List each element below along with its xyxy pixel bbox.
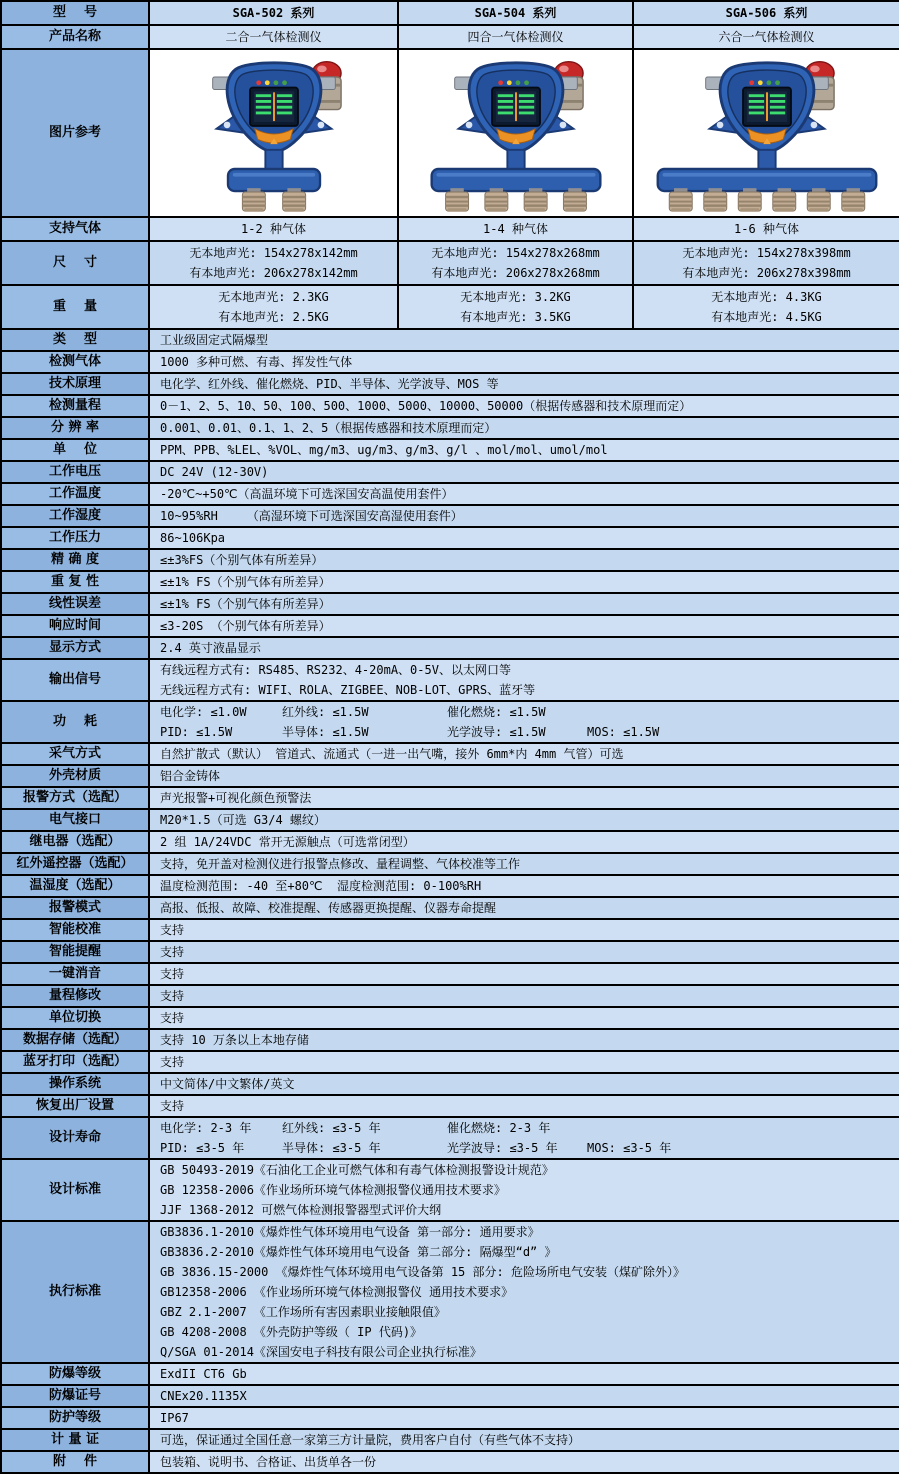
spec-value-cell: 支持 xyxy=(149,985,899,1007)
spec-row xyxy=(1,1407,899,1429)
row-label: 操作系统 xyxy=(1,1073,149,1095)
row-label: 防爆证号 xyxy=(1,1385,149,1407)
detector-image xyxy=(159,54,389,215)
spec-row xyxy=(1,483,899,505)
sensor-probe xyxy=(563,188,586,211)
sensor-probe xyxy=(772,188,795,211)
spec-value-cell: GB3836.1-2010《爆炸性气体环境用电气设备 第一部分: 通用要求》 GB3836.2-2010《爆炸性气体环境用电气设备 第二部分: 隔爆型“d” 》 GB 3836.15-2000 《爆炸性气体环境用电气设备第 15 部分: 危险场所电气安装（煤矿除外）》 GB12358-2006 《作业场所环境气体检测报警仪 通用技术要求》 GBZ 2.1-2007 《工作场所有害因素职业接触限值》 GB 4208-2008 《外壳防护等级（ IP 代码)》 Q/SGA 01-2014《深国安电子科技有限公司企业执行标准》 xyxy=(149,1221,899,1363)
row-label: 技术原理 xyxy=(1,373,149,395)
sensor-probe xyxy=(669,188,692,211)
spec-value-cell: ≤±1% FS（个别气体有所差异） xyxy=(149,571,899,593)
spec-row xyxy=(1,1159,899,1221)
row-label: 工作压力 xyxy=(1,527,149,549)
row-label: 单位切换 xyxy=(1,1007,149,1029)
sensor-probe xyxy=(242,188,265,211)
spec-value-cell: -20℃~+50℃（高温环境下可选深国安高温使用套件） xyxy=(149,483,899,505)
spec-value-cell: IP67 xyxy=(149,1407,899,1429)
row-label: 外壳材质 xyxy=(1,765,149,787)
stem xyxy=(758,149,775,170)
spec-value-cell: SGA-504 系列 xyxy=(398,1,633,25)
spec-value-cell: 无本地声光: 3.2KG 有本地声光: 3.5KG xyxy=(398,285,633,329)
row-label: 智能校准 xyxy=(1,919,149,941)
spec-row xyxy=(1,1029,899,1051)
row-label: 防爆等级 xyxy=(1,1363,149,1385)
row-label: 支持气体 xyxy=(1,217,149,241)
row-label: 重 复 性 xyxy=(1,571,149,593)
spec-row xyxy=(1,787,899,809)
row-label: 精 确 度 xyxy=(1,549,149,571)
spec-value-cell: DC 24V (12-30V) xyxy=(149,461,899,483)
spec-row xyxy=(1,897,899,919)
row-label: 显示方式 xyxy=(1,637,149,659)
spec-row xyxy=(1,985,899,1007)
spec-row xyxy=(1,875,899,897)
row-label: 智能提醒 xyxy=(1,941,149,963)
spec-row xyxy=(1,461,899,483)
stem xyxy=(265,149,282,170)
row-label: 类 型 xyxy=(1,329,149,351)
spec-value-cell: 支持 xyxy=(149,919,899,941)
led-red xyxy=(256,80,261,85)
spec-value-cell: ≤3-20S （个别气体有所差异） xyxy=(149,615,899,637)
row-label: 输出信号 xyxy=(1,659,149,701)
spec-row xyxy=(1,1051,899,1073)
spec-row xyxy=(1,373,899,395)
detector-image xyxy=(401,54,631,215)
product-image-cell xyxy=(633,49,899,217)
spec-value-cell: 声光报警+可视化颜色预警法 xyxy=(149,787,899,809)
row-label: 重 量 xyxy=(1,285,149,329)
spec-row xyxy=(1,1451,899,1473)
sensor-probe xyxy=(738,188,761,211)
spec-row xyxy=(1,241,899,285)
spec-row xyxy=(1,963,899,985)
spec-row xyxy=(1,1007,899,1029)
led-green2 xyxy=(775,80,780,85)
product-image-cell xyxy=(398,49,633,217)
spec-value-cell: SGA-502 系列 xyxy=(149,1,398,25)
spec-value-cell: 中文简体/中文繁体/英文 xyxy=(149,1073,899,1095)
spec-value-cell: 自然扩散式（默认） 管道式、流通式（一进一出气嘴，接外 6mm*内 4mm 气管）可选 xyxy=(149,743,899,765)
row-label: 检测量程 xyxy=(1,395,149,417)
spec-row xyxy=(1,417,899,439)
spec-value-cell: M20*1.5（可选 G3/4 螺纹） xyxy=(149,809,899,831)
spec-value-cell: 无本地声光: 154x278x398mm 有本地声光: 206x278x398mm xyxy=(633,241,899,285)
spec-value-cell: 支持 xyxy=(149,1007,899,1029)
sensor-probe xyxy=(282,188,305,211)
sensor-probe xyxy=(841,188,864,211)
spec-value-cell: 支持 xyxy=(149,1095,899,1117)
row-label: 尺 寸 xyxy=(1,241,149,285)
row-label: 设计寿命 xyxy=(1,1117,149,1159)
spec-row xyxy=(1,1363,899,1385)
led-green xyxy=(766,80,771,85)
row-label: 产品名称 xyxy=(1,25,149,49)
spec-row xyxy=(1,549,899,571)
spec-row xyxy=(1,593,899,615)
spec-row xyxy=(1,1221,899,1363)
row-label: 型 号 xyxy=(1,1,149,25)
spec-value-cell: 温度检测范围: -40 至+80℃ 湿度检测范围: 0-100%RH xyxy=(149,875,899,897)
spec-value-cell: 支持 xyxy=(149,941,899,963)
spec-value-cell: 无本地声光: 154x278x142mm 有本地声光: 206x278x142mm xyxy=(149,241,398,285)
spec-row xyxy=(1,1117,899,1159)
spec-row xyxy=(1,941,899,963)
spec-row xyxy=(1,659,899,701)
spec-row xyxy=(1,809,899,831)
row-label: 设计标准 xyxy=(1,1159,149,1221)
row-label: 继电器（选配） xyxy=(1,831,149,853)
spec-row xyxy=(1,439,899,461)
row-label: 响应时间 xyxy=(1,615,149,637)
led-red xyxy=(498,80,503,85)
row-label: 恢复出厂设置 xyxy=(1,1095,149,1117)
manifold-bar xyxy=(431,169,600,191)
row-label: 功 耗 xyxy=(1,701,149,743)
sensor-probe xyxy=(703,188,726,211)
spec-row xyxy=(1,329,899,351)
spec-value-cell: ≤±1% FS（个别气体有所差异） xyxy=(149,593,899,615)
row-label: 分 辨 率 xyxy=(1,417,149,439)
spec-value-cell: 1-4 种气体 xyxy=(398,217,633,241)
spec-row xyxy=(1,765,899,787)
row-label: 采气方式 xyxy=(1,743,149,765)
spec-value-cell: 四合一气体检测仪 xyxy=(398,25,633,49)
spec-value-cell: 支持 10 万条以上本地存储 xyxy=(149,1029,899,1051)
spec-row xyxy=(1,1385,899,1407)
spec-value-cell: 支持，免开盖对检测仪进行报警点修改、量程调整、气体校准等工作 xyxy=(149,853,899,875)
spec-value-cell: 可选，保证通过全国任意一家第三方计量院，费用客户自付（有些气体不支持） xyxy=(149,1429,899,1451)
row-label: 附 件 xyxy=(1,1451,149,1473)
spec-value-cell: PPM、PPB、%LEL、%VOL、mg/m3、ug/m3、g/m3、g/l 、mol/mol、umol/mol xyxy=(149,439,899,461)
row-label: 工作电压 xyxy=(1,461,149,483)
spec-row xyxy=(1,615,899,637)
spec-value-cell: 有线远程方式有: RS485、RS232、4-20mA、0-5V、以太网口等 无线远程方式有: WIFI、ROLA、ZIGBEE、NOB-LOT、GPRS、蓝牙等 xyxy=(149,659,899,701)
product-image-cell xyxy=(149,49,398,217)
spec-value-cell: 1000 多种可燃、有毒、挥发性气体 xyxy=(149,351,899,373)
row-label: 量程修改 xyxy=(1,985,149,1007)
lcd-screen xyxy=(250,87,298,125)
row-label: 温湿度（选配） xyxy=(1,875,149,897)
spec-value-cell: 电化学: ≤1.0W 红外线: ≤1.5W 催化燃烧: ≤1.5W PID: ≤1.5W 半导体: ≤1.5W 光学波导: ≤1.5W MOS: ≤1.5W xyxy=(149,701,899,743)
row-label: 报警模式 xyxy=(1,897,149,919)
spec-value-cell: 电化学: 2-3 年 红外线: ≤3-5 年 催化燃烧: 2-3 年 PID: ≤3-5 年 半导体: ≤3-5 年 光学波导: ≤3-5 年 MOS: ≤3-5 年 xyxy=(149,1117,899,1159)
sensor-probe xyxy=(445,188,468,211)
spec-row xyxy=(1,25,899,49)
manifold-bar xyxy=(657,169,876,191)
spec-value-cell: SGA-506 系列 xyxy=(633,1,899,25)
spec-value-cell: CNEx20.1135X xyxy=(149,1385,899,1407)
lcd-screen xyxy=(492,87,540,125)
spec-value-cell: 10~95%RH （高湿环境下可选深国安高湿使用套件） xyxy=(149,505,899,527)
row-label: 执行标准 xyxy=(1,1221,149,1363)
spec-value-cell: 支持 xyxy=(149,963,899,985)
sensor-probe xyxy=(524,188,547,211)
spec-value-cell: 高报、低报、故障、校准提醒、传感器更换提醒、仪器寿命提醒 xyxy=(149,897,899,919)
spec-value-cell: 六合一气体检测仪 xyxy=(633,25,899,49)
spec-value-cell: 包装箱、说明书、合格证、出货单各一份 xyxy=(149,1451,899,1473)
row-label: 检测气体 xyxy=(1,351,149,373)
spec-value-cell: GB 50493-2019《石油化工企业可燃气体和有毒气体检测报警设计规范》 GB 12358-2006《作业场所环境气体检测报警仪通用技术要求》 JJF 1368-2012 可燃气体检测报警器型式评价大纲 xyxy=(149,1159,899,1221)
row-label: 蓝牙打印（选配） xyxy=(1,1051,149,1073)
spec-value-cell: 2 组 1A/24VDC 常开无源触点（可选常闭型） xyxy=(149,831,899,853)
row-label: 图片参考 xyxy=(1,49,149,217)
spec-row xyxy=(1,285,899,329)
row-label: 一键消音 xyxy=(1,963,149,985)
led-green xyxy=(515,80,520,85)
spec-value-cell: 1-6 种气体 xyxy=(633,217,899,241)
spec-row xyxy=(1,853,899,875)
spec-value-cell: 0－1、2、5、10、50、100、500、1000、5000、10000、50000（根据传感器和技术原理而定） xyxy=(149,395,899,417)
spec-value-cell: 无本地声光: 154x278x268mm 有本地声光: 206x278x268mm xyxy=(398,241,633,285)
spec-row xyxy=(1,831,899,853)
led-green xyxy=(273,80,278,85)
spec-value-cell: 二合一气体检测仪 xyxy=(149,25,398,49)
spec-row xyxy=(1,395,899,417)
led-yellow xyxy=(264,80,269,85)
spec-row xyxy=(1,637,899,659)
led-yellow xyxy=(506,80,511,85)
spec-row xyxy=(1,571,899,593)
led-yellow xyxy=(757,80,762,85)
spec-row xyxy=(1,701,899,743)
row-label: 工作温度 xyxy=(1,483,149,505)
row-label: 计 量 证 xyxy=(1,1429,149,1451)
spec-value-cell: 无本地声光: 2.3KG 有本地声光: 2.5KG xyxy=(149,285,398,329)
spec-value-cell: ≤±3%FS（个别气体有所差异） xyxy=(149,549,899,571)
spec-row xyxy=(1,217,899,241)
row-label: 红外遥控器（选配） xyxy=(1,853,149,875)
detector-image xyxy=(652,54,882,215)
row-label: 线性误差 xyxy=(1,593,149,615)
sensor-probe xyxy=(484,188,507,211)
stem xyxy=(507,149,524,170)
spec-value-cell: 无本地声光: 4.3KG 有本地声光: 4.5KG xyxy=(633,285,899,329)
sensor-probe xyxy=(807,188,830,211)
spec-value-cell: 0.001、0.01、0.1、1、2、5（根据传感器和技术原理而定） xyxy=(149,417,899,439)
spec-row xyxy=(1,1429,899,1451)
spec-row xyxy=(1,49,899,217)
row-label: 电气接口 xyxy=(1,809,149,831)
manifold-bar xyxy=(228,169,320,191)
spec-row xyxy=(1,1,899,25)
spec-value-cell: ExdII CT6 Gb xyxy=(149,1363,899,1385)
spec-value-cell: 1-2 种气体 xyxy=(149,217,398,241)
spec-table-body xyxy=(1,1,899,1473)
spec-value-cell: 2.4 英寸液晶显示 xyxy=(149,637,899,659)
spec-value-cell: 工业级固定式隔爆型 xyxy=(149,329,899,351)
row-label: 防护等级 xyxy=(1,1407,149,1429)
row-label: 单 位 xyxy=(1,439,149,461)
spec-row xyxy=(1,351,899,373)
spec-value-cell: 电化学、红外线、催化燃烧、PID、半导体、光学波导、MOS 等 xyxy=(149,373,899,395)
spec-value-cell: 支持 xyxy=(149,1051,899,1073)
led-red xyxy=(749,80,754,85)
led-green2 xyxy=(524,80,529,85)
spec-row xyxy=(1,505,899,527)
spec-value-cell: 铝合金铸体 xyxy=(149,765,899,787)
spec-row xyxy=(1,1095,899,1117)
spec-row xyxy=(1,1073,899,1095)
led-green2 xyxy=(282,80,287,85)
spec-row xyxy=(1,527,899,549)
row-label: 数据存储（选配） xyxy=(1,1029,149,1051)
spec-value-cell: 86~106Kpa xyxy=(149,527,899,549)
spec-row xyxy=(1,919,899,941)
spec-row xyxy=(1,743,899,765)
row-label: 工作湿度 xyxy=(1,505,149,527)
row-label: 报警方式（选配） xyxy=(1,787,149,809)
lcd-screen xyxy=(743,87,791,125)
